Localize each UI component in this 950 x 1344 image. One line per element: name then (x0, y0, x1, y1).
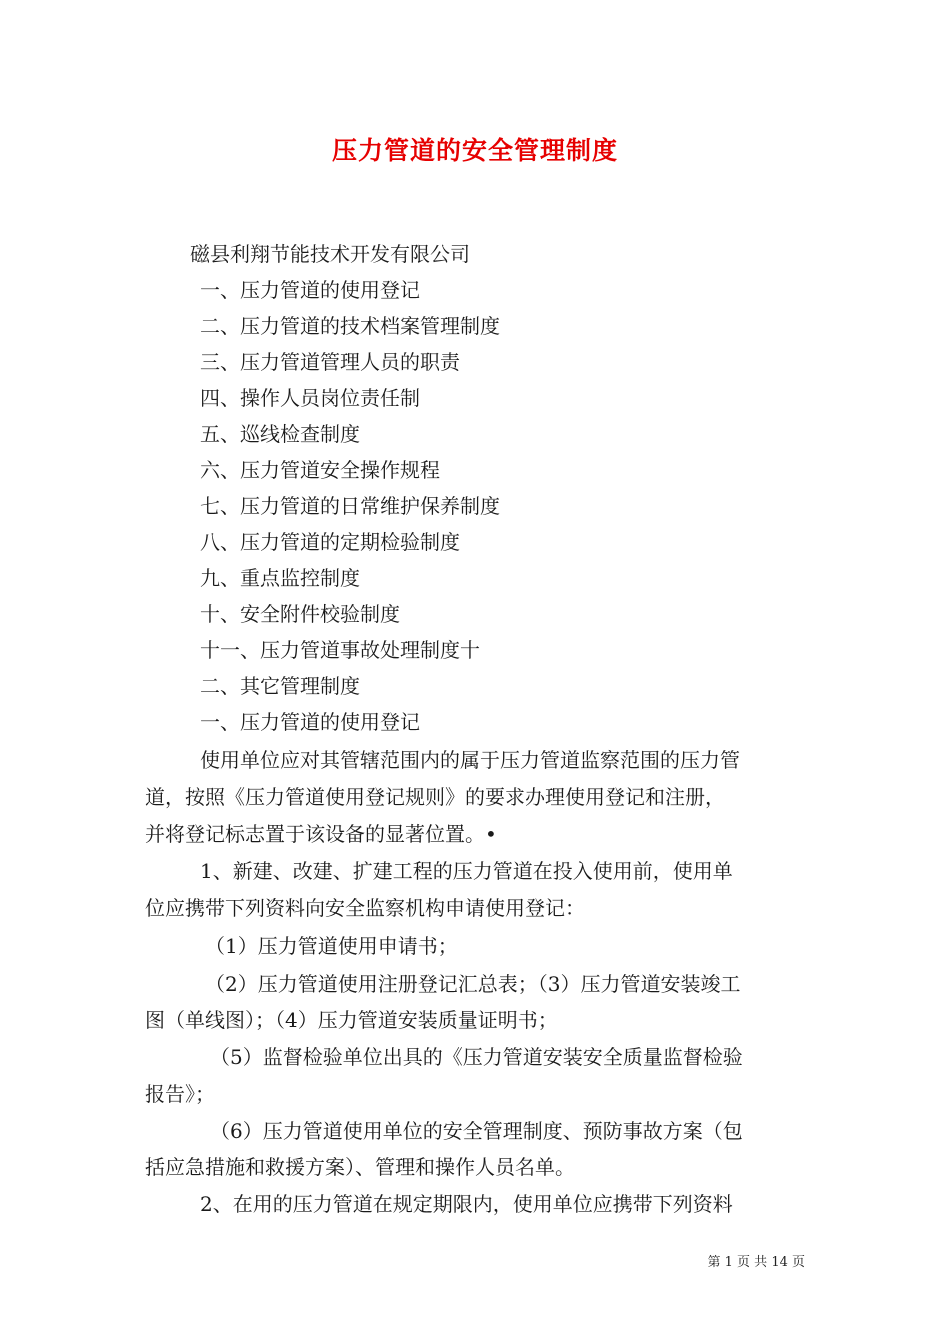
body-line: （1）压力管道使用申请书； (205, 934, 458, 958)
page-number: 第 1 页 共 14 页 (707, 1255, 805, 1270)
body-line: 1、新建、改建、扩建工程的压力管道在投入使用前，使用单 (200, 859, 733, 883)
toc-item: 六、压力管道安全操作规程 (200, 458, 440, 482)
body-line: 图（单线图）；（4）压力管道安装质量证明书； (145, 1008, 558, 1032)
body-line: （5）监督检验单位出具的《压力管道安装安全质量监督检验 (210, 1045, 743, 1069)
body-line: （2）压力管道使用注册登记汇总表；（3）压力管道安装竣工 (205, 972, 741, 996)
company-name: 磁县利翔节能技术开发有限公司 (190, 242, 470, 266)
body-line: 报告》； (145, 1082, 215, 1106)
document-title: 压力管道的安全管理制度 (331, 136, 618, 165)
toc-item: 二、压力管道的技术档案管理制度 (200, 314, 500, 338)
toc-item: 二、其它管理制度 (200, 674, 360, 698)
toc-item: 八、压力管道的定期检验制度 (200, 530, 460, 554)
body-line: 2、在用的压力管道在规定期限内，使用单位应携带下列资料 (200, 1192, 733, 1216)
toc-item: 一、压力管道的使用登记 (200, 278, 420, 302)
toc-item: 四、操作人员岗位责任制 (200, 386, 420, 410)
section-heading: 一、压力管道的使用登记 (200, 710, 420, 734)
body-line: 使用单位应对其管辖范围内的属于压力管道监察范围的压力管 (200, 748, 740, 772)
toc-item: 十、安全附件校验制度 (200, 602, 400, 626)
body-line: 道，按照《压力管道使用登记规则》的要求办理使用登记和注册， (145, 785, 725, 809)
toc-item: 三、压力管道管理人员的职责 (200, 350, 460, 374)
toc-item: 五、巡线检查制度 (200, 422, 360, 446)
body-line: （6）压力管道使用单位的安全管理制度、预防事故方案（包 (210, 1119, 743, 1143)
body-line: 位应携带下列资料向安全监察机构申请使用登记： (145, 896, 585, 920)
toc-item: 九、重点监控制度 (200, 566, 360, 590)
body-line: 括应急措施和救援方案）、管理和操作人员名单。 (145, 1155, 575, 1179)
body-line: 并将登记标志置于该设备的显著位置。• (145, 822, 497, 846)
toc-item: 七、压力管道的日常维护保养制度 (200, 494, 500, 518)
toc-item: 十一、压力管道事故处理制度十 (200, 638, 480, 662)
